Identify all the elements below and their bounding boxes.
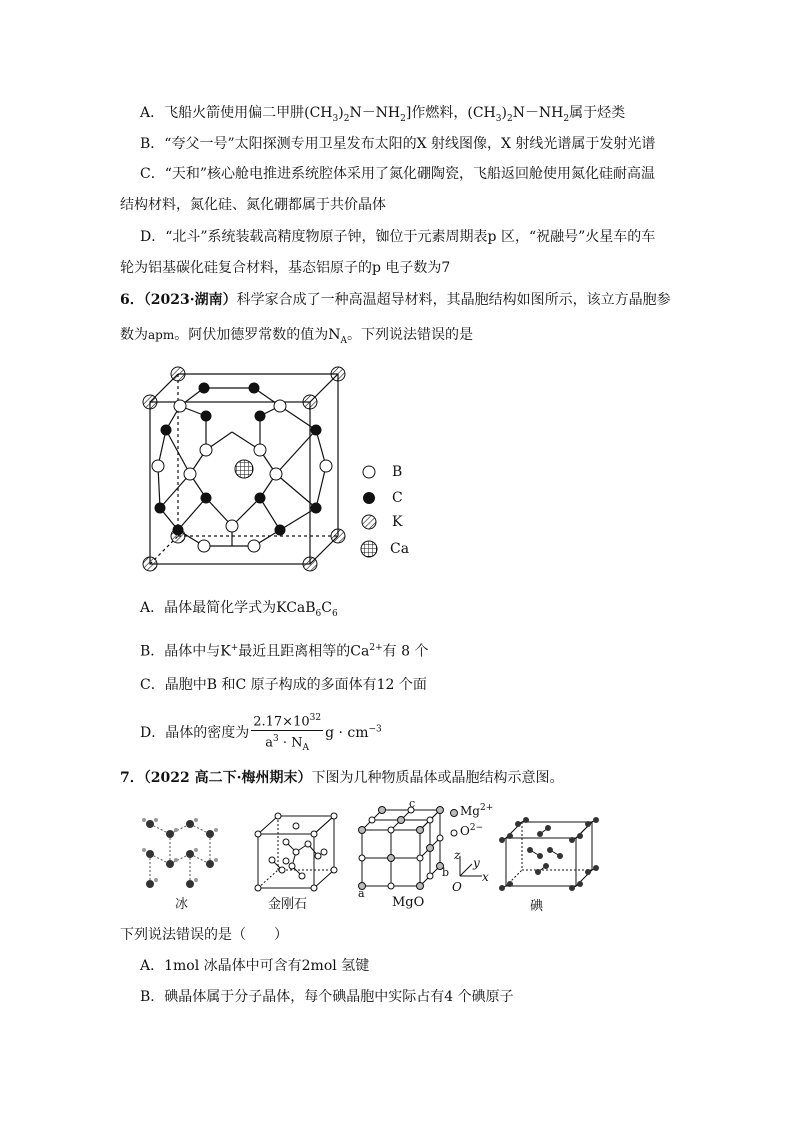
mg-ion-label: $Mg^{2+}$ [460,803,494,818]
q5-option-d: D．“北斗”系统装载高精度物原子钟，铷位于元素周期表p 区，“祝融号”火星车的车 [140,229,656,245]
q6-option-c: C．晶胞中B 和C 原子构成的多面体有12 个面 [140,677,427,693]
o-ion-label: $O^{2-}$ [460,823,484,838]
q6-stem: 6．（2023·湖南）科学家合成了一种高温超导材料，其晶胞结构如图所示，该立方晶胞参 [120,292,671,308]
iodine-cell-figure [500,816,600,892]
mg-ion-icon [449,808,459,818]
filled-circle-icon [362,491,376,505]
q6-option-d: D．晶体的密度为 $\frac{2.17\times 10^{32}}{a^3 \cdot N_A}$ $g \cdot cm^{-3}$ [140,710,382,756]
mgo-cell-figure [356,802,446,892]
q6-stem-cont: 数为apm。阿伏加德罗常数的值为$N_A$。下列说法错误的是 [120,327,473,346]
q5-option-d-cont: 轮为铝基碳化硅复合材料，基态铝原子的p 电子数为7 [120,260,451,276]
q6-option-b: B．晶体中与K+最近且距离相等的$Ca^{2+}$有 8 个 [140,643,429,660]
caption-iodine: 碘 [530,899,544,914]
q7-option-a: A．1mol 冰晶体中可含有2mol 氢键 [140,958,370,974]
axis-label-y: y [473,856,480,870]
ice-structure-figure [140,812,230,892]
caption-diamond: 金刚石 [268,897,308,912]
q5-option-c: C．“天和”核心舱电推进系统腔体采用了氮化硼陶瓷，飞船返回舱使用氮化硅耐高温 [140,166,656,182]
q6-source: （2023·湖南） [143,292,237,308]
diamond-cell-figure [252,812,342,892]
legend-label-c: C [392,490,403,506]
density-fraction: $\frac{2.17\times 10^{32}}{a^3 \cdot N_A}$ [251,710,323,756]
caption-ice: 冰 [175,897,189,912]
mgo-corner-label-a: a [358,887,365,900]
q7-option-b: B．碘晶体属于分子晶体，每个碘晶胞中实际占有4 个碘原子 [140,989,514,1005]
q5-option-c-cont: 结构材料，氮化硅、氮化硼都属于共价晶体 [120,197,386,213]
q6-option-a: A．晶体最简化学式为$KCaB_6C_6$ [140,600,338,619]
axis-label-z: z [454,848,461,862]
caption-mgo: MgO [392,895,425,910]
q6-number: 6． [120,292,144,308]
q5-option-a: A．飞船火箭使用偏二甲肼$(CH_3)_2N-NH_2$]作燃料，$(CH_3)_2N-NH_2$属于烃类 [140,105,626,124]
mgo-corner-label-c: c [409,797,416,810]
legend-label-b: B [392,464,403,480]
q7-number: 7． [120,770,144,786]
axis-label-x: x [482,870,489,884]
q7-source: （2022 高二下·梅州期末） [143,770,312,786]
axis-label-o: O [452,880,462,894]
q5-option-b: B．“夸父一号”太阳探测专用卫星发布太阳的X 射线图像，X 射线光谱属于发射光谱 [140,136,656,152]
open-circle-icon [362,465,376,479]
o-ion-icon [449,828,459,838]
q6-crystal-cell-diagram [140,362,350,576]
q7-stem: 7．（2022 高二下·梅州期末）下图为几种物质晶体或晶胞结构示意图。 [120,770,564,786]
legend-label-k: K [392,514,403,530]
hatched-circle-icon [361,514,377,530]
mgo-corner-label-b: b [442,866,450,879]
legend-label-ca: Ca [390,541,410,557]
grid-circle-icon [360,540,378,558]
q7-prompt: 下列说法错误的是（ ） [120,927,288,943]
